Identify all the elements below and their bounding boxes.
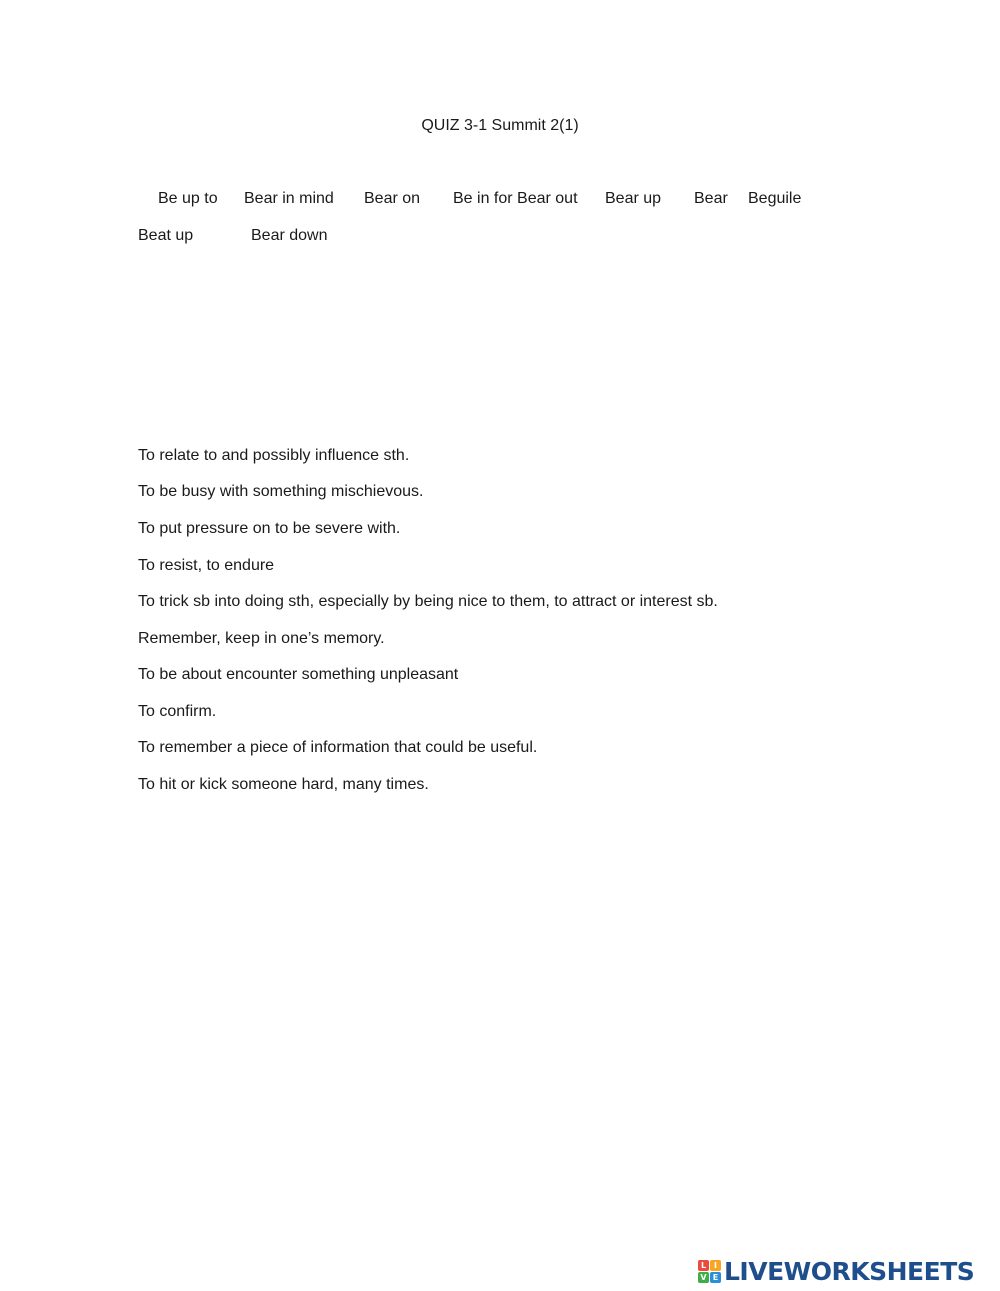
logo-letter: V bbox=[698, 1272, 709, 1283]
word-bank-item: Be in for Bear out bbox=[453, 190, 578, 207]
logo-letter: L bbox=[698, 1260, 709, 1271]
word-bank-item: Beguile bbox=[748, 190, 802, 207]
definition-item: To be busy with something mischievous. bbox=[138, 483, 424, 500]
logo-letter: I bbox=[710, 1260, 721, 1271]
word-bank-item: Bear on bbox=[364, 190, 421, 207]
logo-letter: E bbox=[710, 1272, 721, 1283]
definition-item: To relate to and possibly influence sth. bbox=[138, 447, 410, 464]
liveworksheets-logo bbox=[698, 1256, 974, 1286]
word-bank-item: Bear in mind bbox=[244, 190, 334, 207]
definition-item: To trick sb into doing sth, especially by being nice to them, to attract or interest sb. bbox=[138, 593, 718, 610]
word-bank-item: Bear up bbox=[605, 190, 662, 207]
liveworksheets-logo-icon bbox=[698, 1260, 721, 1283]
definition-item: To put pressure on to be severe with. bbox=[138, 520, 401, 537]
word-bank-item: Be up to bbox=[158, 190, 218, 207]
word-bank-item: Bear down bbox=[251, 227, 328, 244]
definition-item: To be about encounter something unpleasant bbox=[138, 666, 459, 683]
word-bank-item: Bear bbox=[694, 190, 728, 207]
definition-item: To resist, to endure bbox=[138, 557, 275, 574]
logo-text: LIVEWORKSHEETS bbox=[724, 1256, 975, 1286]
definition-item: To hit or kick someone hard, many times. bbox=[138, 776, 429, 793]
definition-item: Remember, keep in one’s memory. bbox=[138, 630, 385, 647]
page-title: QUIZ 3-1 Summit 2(1) bbox=[421, 117, 579, 134]
definition-item: To confirm. bbox=[138, 703, 217, 720]
word-bank-item: Beat up bbox=[138, 227, 194, 244]
definition-item: To remember a piece of information that could be useful. bbox=[138, 739, 538, 756]
